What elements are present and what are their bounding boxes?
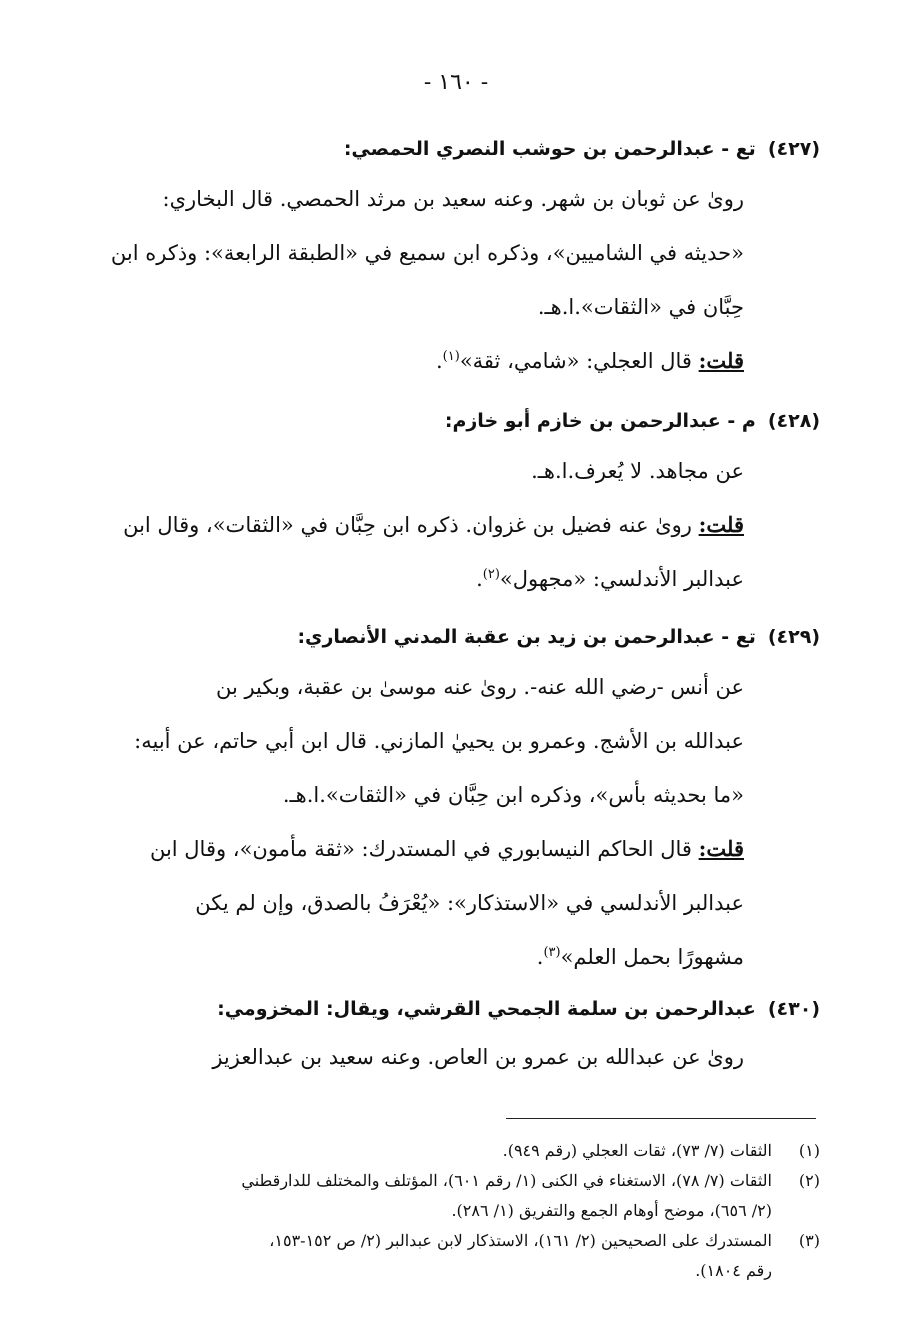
page-number: - ١٦٠ - (423, 70, 489, 95)
body-line: «حديثه في الشاميين»، وذكره ابن سميع في «الطبقة الرابعة»: وذكره ابن (110, 241, 744, 265)
entry-title: تع - عبدالرحمن بن زيد بن عقبة المدني الأنصاري: (297, 626, 756, 648)
body-line: عبدالله بن الأشج. وعمرو بن يحييٰ المازني. قال ابن أبي حاتم، عن أبيه: (134, 729, 744, 753)
footnote-line: المستدرك على الصحيحين (٢/ ١٦١)، الاستذكار لابن عبدالبر (٢/ ص ١٥٢-١٥٣، (269, 1231, 772, 1250)
entry-title: م - عبدالرحمن بن خازم أبو خازم: (444, 410, 756, 432)
qult-text: رویٰ عنه فضيل بن غزوان. ذكره ابن حِبَّان في «الثقات»، وقال ابن (123, 513, 692, 537)
footnote-text (100, 1226, 772, 1286)
footnote-ref: (٢) (482, 567, 500, 582)
footnote-text (100, 1166, 772, 1226)
qult-text: قال العجلي: «شامي، ثقة» (459, 349, 692, 373)
body-line: «ما بحديثه بأس»، وذكره ابن حِبَّان في «الثقات».ا.هـ. (282, 783, 744, 807)
footnote-3 (100, 1226, 820, 1286)
entry-body-427 (104, 172, 744, 388)
entry-title: عبدالرحمن بن سلمة الجمحي القرشي، ويقال: المخزومي: (217, 998, 756, 1020)
qult-text: قال الحاكم النيسابوري في المستدرك: «ثقة مأمون»، وقال ابن (149, 837, 692, 861)
body-line: عن أنس -رضي الله عنه-. رویٰ عنه موسیٰ بن عقبة، وبكير بن (215, 675, 744, 699)
qult-label: قلت: (698, 348, 744, 373)
qult-label: قلت: (698, 512, 744, 537)
qult-text: عبدالبر الأندلسي: «مجهول» (499, 567, 744, 591)
qult-line: مشهورًا بحمل العلم»$^{(٣)}$. (536, 945, 744, 969)
footnote-text (100, 1136, 772, 1166)
qult-line (104, 876, 744, 930)
footnote-number: (٢) (798, 1171, 820, 1190)
qult-line (104, 822, 744, 876)
entry-number: (٤٣٠) (767, 998, 820, 1020)
entry-heading-429 (100, 622, 820, 652)
footnote-line: (٢/ ٦٥٦)، موضح أوهام الجمع والتفريق (١/ ٢٨٦). (451, 1201, 772, 1220)
qult-text: مشهورًا بحمل العلم» (560, 945, 744, 969)
footnote-line: الثقات (٧/ ٧٣)، ثقات العجلي (رقم ٩٤٩). (502, 1141, 772, 1160)
entry-heading-428 (100, 406, 820, 436)
body-line: رویٰ عن ثوبان بن شهر. وعنه سعيد بن مرثد الحمصي. قال البخاري: (162, 187, 744, 211)
entry-body-430 (104, 1030, 744, 1084)
footnote-number: (٣) (798, 1231, 820, 1250)
footnote-ref: (٣) (543, 945, 561, 960)
footnotes (100, 1136, 820, 1286)
qult-line: عبدالبر الأندلسي: «مجهول»$^{(٢)}$. (476, 567, 744, 591)
footnote-line: رقم ١٨٠٤). (695, 1261, 772, 1280)
entry-heading-427 (100, 134, 820, 164)
footnote-ref: (١) (442, 349, 460, 364)
qult-line: قلت: قال العجلي: «شامي، ثقة»$^{(١)}$. (435, 348, 744, 373)
footnote-number: (١) (798, 1141, 820, 1160)
qult-label: قلت: (698, 836, 744, 861)
body-line: عن مجاهد. لا يُعرف.ا.هـ. (531, 459, 744, 483)
entry-number: (٤٢٨) (767, 410, 820, 432)
entry-number: (٤٢٧) (767, 138, 820, 160)
entry-title: تع - عبدالرحمن بن حوشب النصري الحمصي: (343, 138, 756, 160)
entry-number: (٤٢٩) (767, 626, 820, 648)
footnote-line: الثقات (٧/ ٧٨)، الاستغناء في الكنى (١/ رقم ٦٠١)، المؤتلف والمختلف للدارقطني (241, 1171, 772, 1190)
entry-body-428 (104, 444, 744, 606)
qult-text: عبدالبر الأندلسي في «الاستذكار»: «يُعْرَفُ بالصدق، وإن لم يكن (195, 891, 744, 915)
body-line: رویٰ عن عبدالله بن عمرو بن العاص. وعنه سعيد بن عبدالعزيز (212, 1045, 744, 1069)
footnote-separator (506, 1118, 816, 1119)
footnote-2 (100, 1166, 820, 1226)
body-line: حِبَّان في «الثقات».ا.هـ. (537, 295, 744, 319)
entry-body-429 (104, 660, 744, 984)
footnote-1 (100, 1136, 820, 1166)
qult-line (104, 498, 744, 552)
entry-heading-430 (100, 994, 820, 1024)
